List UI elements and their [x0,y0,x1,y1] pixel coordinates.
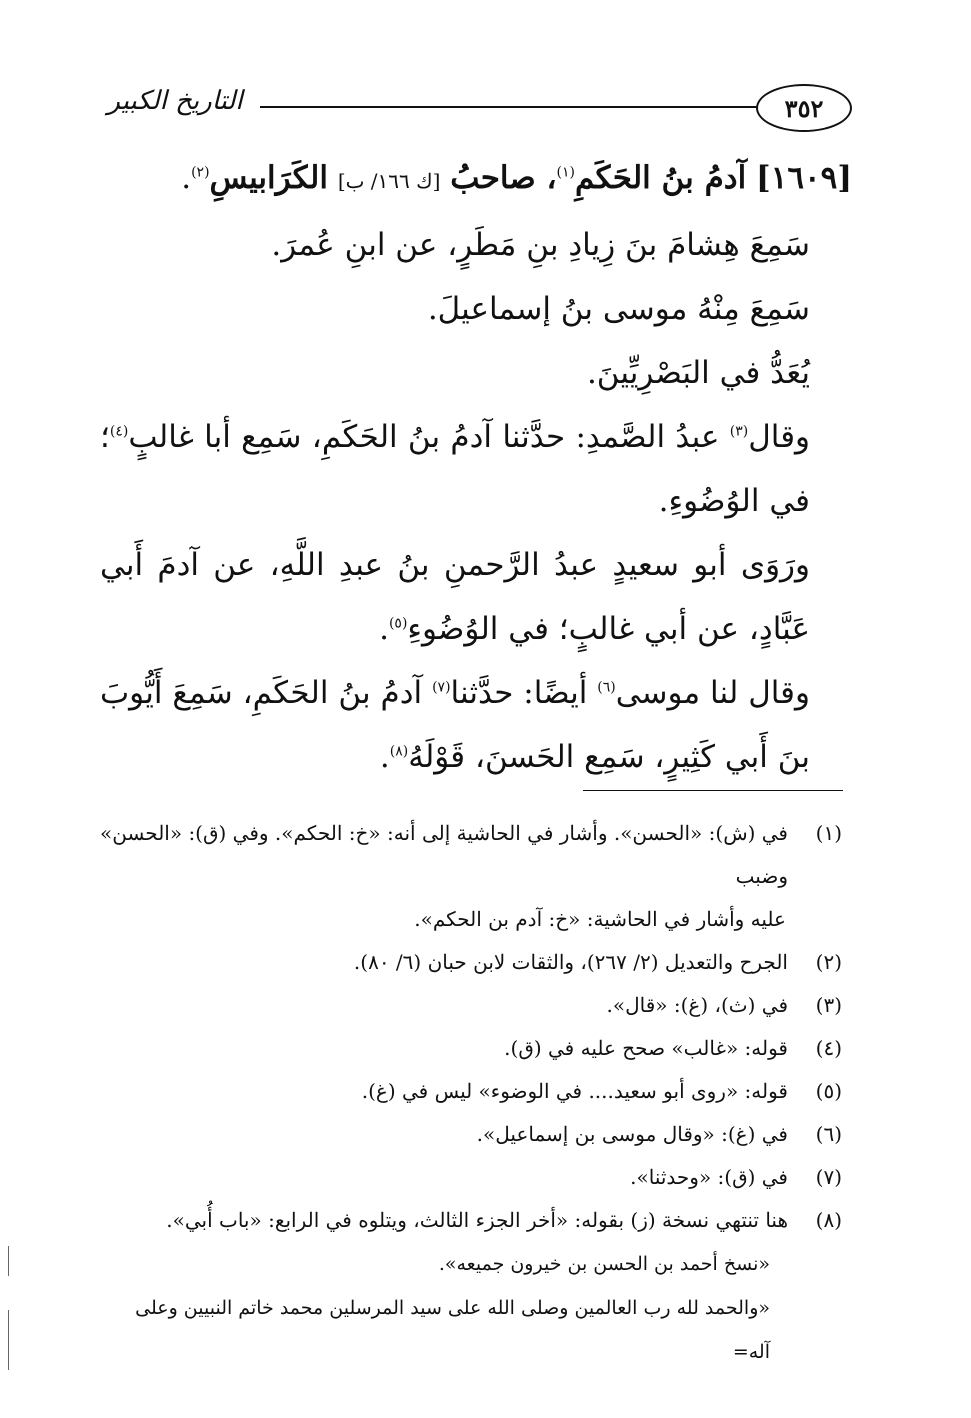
footnote-ref-2: (٢) [191,164,210,181]
p5-part-c: . [379,611,389,647]
footnote-1-continuation: عليه وأشار في الحاشية: «خ: آدم بن الحكم». [414,907,786,931]
footnote-6 [100,1113,852,1156]
p4-part-b: عبدُ الصَّمدِ: حدَّثنا آدمُ بنُ الحَكَمِ، سَمِع أبا غالبٍ [128,419,730,455]
paragraph-abu-said [100,533,852,661]
footnote-2 [100,941,852,984]
page-number: ٣٥٢ [784,93,824,123]
paragraph-sami: سَمِعَ هِشامَ بنَ زِيادِ بنِ مَطَرٍ، عن ابنِ عُمرَ. [271,227,810,263]
p6-part-a: وقال لنا موسى [615,675,810,711]
footnote-separator [583,790,843,791]
book-title: التاريخ الكبير [107,86,243,116]
footnote-3 [100,984,852,1027]
footnote-number: (٦) [815,1122,842,1146]
footnote-text: الجرح والتعديل (٢/ ٢٦٧)، والثقات لابن حبان (٦/ ٨٠). [353,950,788,974]
footnote-text: في (غ): «وقال موسى بن إسماعيل». [476,1122,788,1146]
footnote-text: قوله: «غالب» صحح عليه في (ق). [504,1036,788,1060]
p5-part-a: ورَوَى أبو سعيدٍ عبدُ الرَّحمنِ بنُ عبدِ اللَّهِ، عن آدمَ أَبي عَبَّادٍ، عن أبي غالبٍ؛ في الوُضُوءِ [100,547,810,647]
entry-heading [100,146,852,213]
manuscript-reference: [ك ١٦٦/ ب] [337,169,441,193]
footnote-5 [100,1070,852,1113]
p4-part-c: ؛ في الوُضُوءِ. [100,419,810,519]
paragraph-sami-minhu: سَمِعَ مِنْهُ موسى بنُ إسماعيلَ. [427,291,810,327]
entry-number: [١٦٠٩] [756,160,852,196]
footnote-number: (٥) [815,1079,842,1103]
p4-part-a: وقال [748,419,810,455]
footnote-text: قوله: «روى أبو سعيد.... في الوضوء» ليس في (غ). [361,1079,788,1103]
header-rule [260,106,766,108]
footnote-8-quote-1: «نسخ أحمد بن الحسن بن خيرون جميعه». [438,1253,770,1275]
footnote-text: في (ش): «الحسن». وأشار في الحاشية إلى أنه: «خ: الحكم». وفي (ق): «الحسن» وضبب [99,821,788,888]
footnote-ref-1: (١) [556,164,575,181]
footnote-ref-3: (٣) [729,423,749,440]
footnote-ref-5: (٥) [388,615,408,632]
scan-edge-mark [8,1246,9,1276]
footnote-ref-4: (٤) [109,423,129,440]
paragraph-musa [100,661,852,789]
entry-name: آدمُ بنُ الحَكَمِ [574,160,747,196]
footnote-text: هنا تنتهي نسخة (ز) بقوله: «أخر الجزء الثالث، ويتلوه في الرابع: «باب أُبي». [166,1208,788,1232]
entry-sahib: ، صاحبُ [450,160,557,196]
p6-part-b: أيضًا: حدَّثنا [450,675,598,711]
footnote-number: (٧) [815,1165,842,1189]
footnote-number: (٣) [815,993,842,1017]
footnote-4 [100,1027,852,1070]
footnote-8 [100,1199,852,1242]
footnote-ref-7: (٧) [432,679,451,696]
entry-end: . [181,160,192,196]
entry-nisba: الكَرَابيسِ [209,160,328,196]
footnote-text: في (ق): «وحدثنا». [630,1165,788,1189]
page-number-badge [756,84,852,132]
p6-part-d: . [379,739,390,775]
footnote-number: (٢) [815,950,842,974]
scan-edge-mark [8,1310,9,1370]
footnote-number: (٨) [815,1208,842,1232]
p6-part-c: آدمُ بنُ الحَكَمِ، سَمِعَ أَيُّوبَ بنَ أَبي كَثِيرٍ، سَمِع الحَسنَ، قَوْلَهُ [100,675,810,775]
footnote-number: (٤) [815,1036,842,1060]
footnote-ref-6: (٦) [597,679,616,696]
footnote-text: في (ث)، (غ): «قال». [606,993,788,1017]
paragraph-yuadd: يُعَدُّ في البَصْرِيِّينَ. [586,355,810,391]
footnote-ref-8: (٨) [389,743,409,760]
paragraph-abd-al-samad [100,405,852,533]
page-header [100,78,852,134]
footnotes [100,812,852,1374]
footnote-number: (١) [815,821,842,845]
main-text [100,146,852,789]
footnote-1 [100,812,852,898]
footnote-8-quote-2: «والحمد لله رب العالمين وصلى الله على سيد المرسلين محمد خاتم النبيين وعلى آله= [135,1297,770,1363]
footnote-7 [100,1156,852,1199]
